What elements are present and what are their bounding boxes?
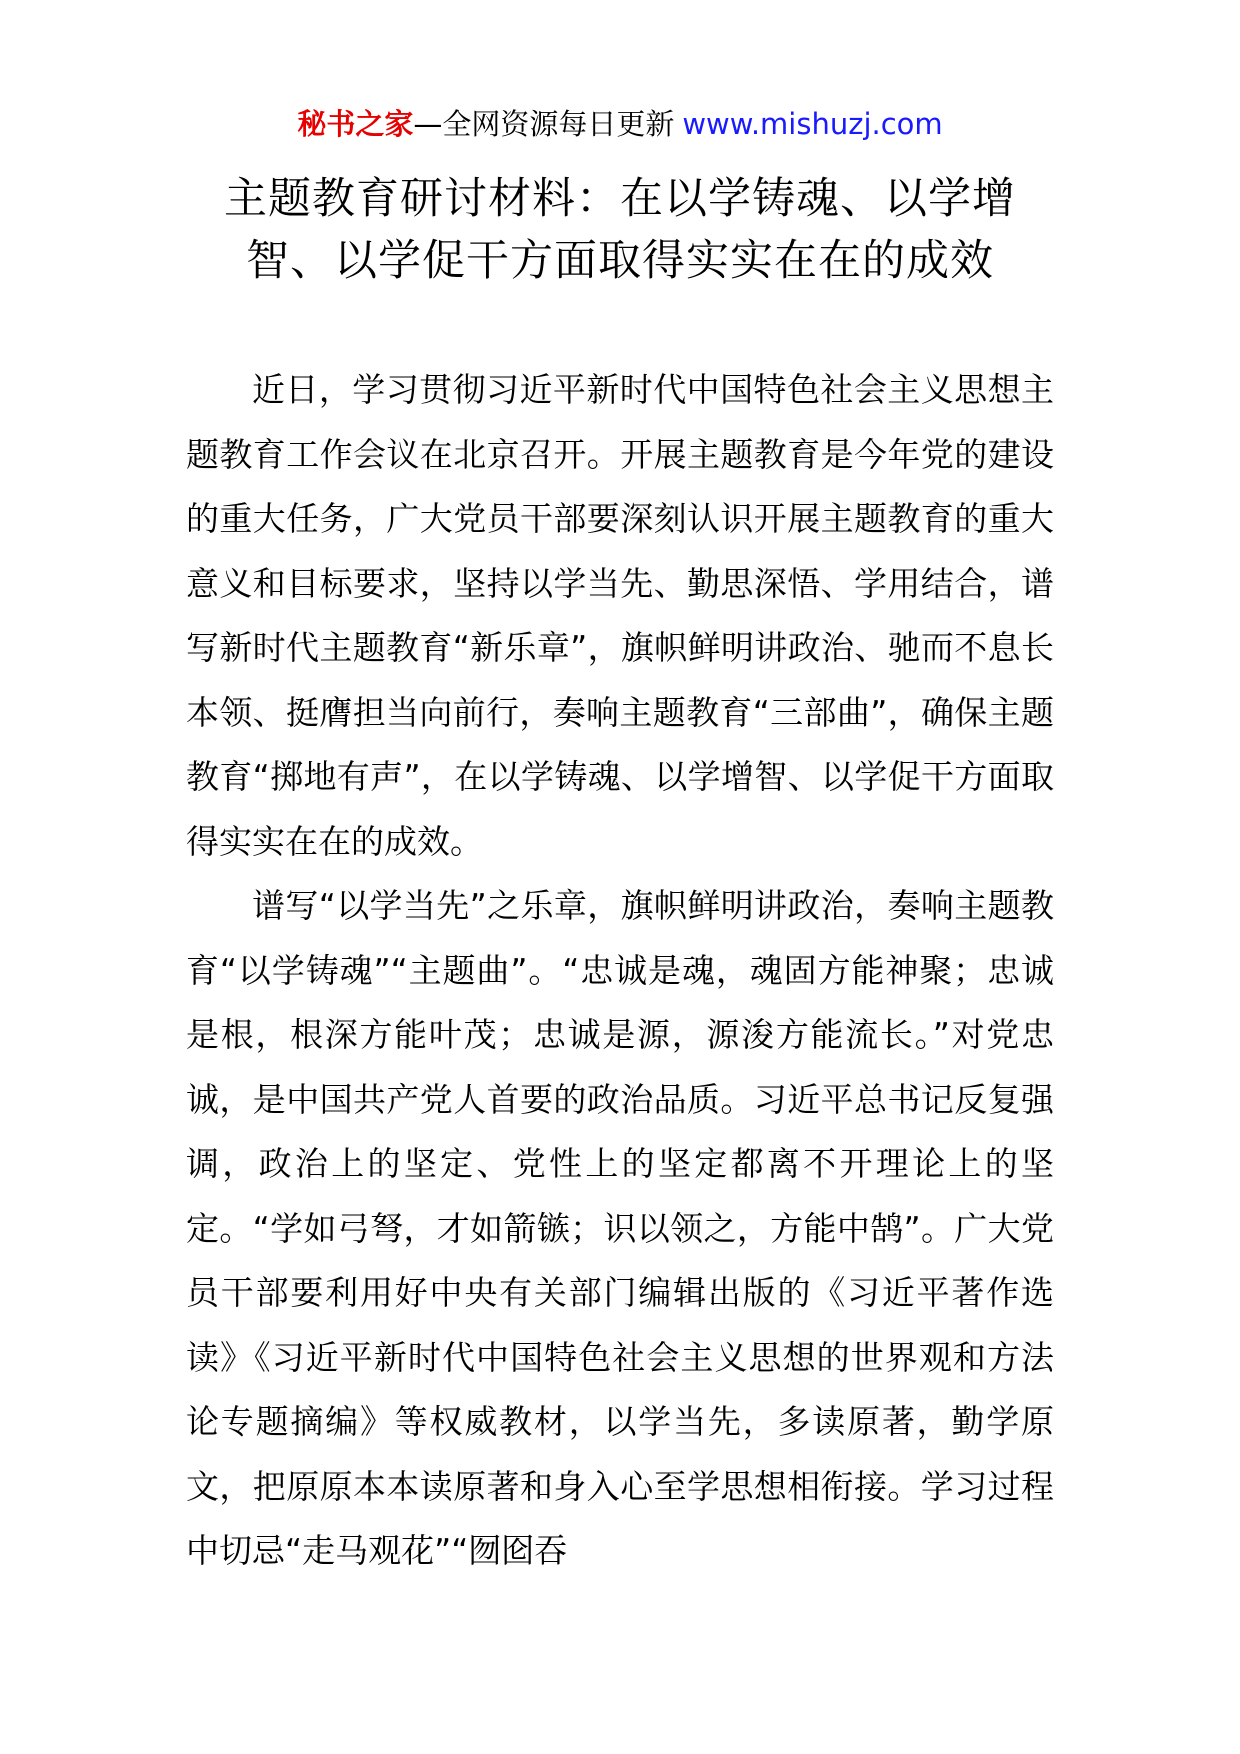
- document-body: [186, 358, 1054, 1584]
- site-name: 秘书之家: [297, 107, 414, 141]
- document-title: [170, 168, 1070, 292]
- site-header: [0, 104, 1240, 144]
- title-line-2: 智、以学促干方面取得实实在在的成效: [246, 236, 994, 286]
- title-line-1: 主题教育研讨材料：在以学铸魂、以学增: [224, 174, 1016, 224]
- site-tagline: —全网资源每日更新: [413, 107, 675, 141]
- body-paragraph-2: 谱写“以学当先”之乐章，旗帜鲜明讲政治，奏响主题教育“以学铸魂”“主题曲”。“忠诚是魂，魂固方能神聚；忠诚是根，根深方能叶茂；忠诚是源，源浚方能流长。”对党忠诚，是中国共产党人首要的政治品质。习近平总书记反复强调，政治上的坚定、党性上的坚定都离不开理论上的坚定。“学如弓弩，才如箭镞；识以领之，方能中鹄”。广大党员干部要利用好中央有关部门编辑出版的《习近平著作选读》《习近平新时代中国特色社会主义思想的世界观和方法论专题摘编》等权威教材，以学当先，多读原著，勤学原文，把原原本本读原著和身入心至学思想相衔接。学习过程中切忌“走马观花”“囫囵吞: [186, 886, 1054, 1570]
- site-url-link[interactable]: www.mishuzj.com: [682, 107, 943, 141]
- body-paragraph-1: 近日，学习贯彻习近平新时代中国特色社会主义思想主题教育工作会议在北京召开。开展主题教育是今年党的建设的重大任务，广大党员干部要深刻认识开展主题教育的重大意义和目标要求，坚持以学当先、勤思深悟、学用结合，谱写新时代主题教育“新乐章”，旗帜鲜明讲政治、驰而不息长本领、挺膺担当向前行，奏响主题教育“三部曲”，确保主题教育“掷地有声”，在以学铸魂、以学增智、以学促干方面取得实实在在的成效。: [186, 370, 1054, 861]
